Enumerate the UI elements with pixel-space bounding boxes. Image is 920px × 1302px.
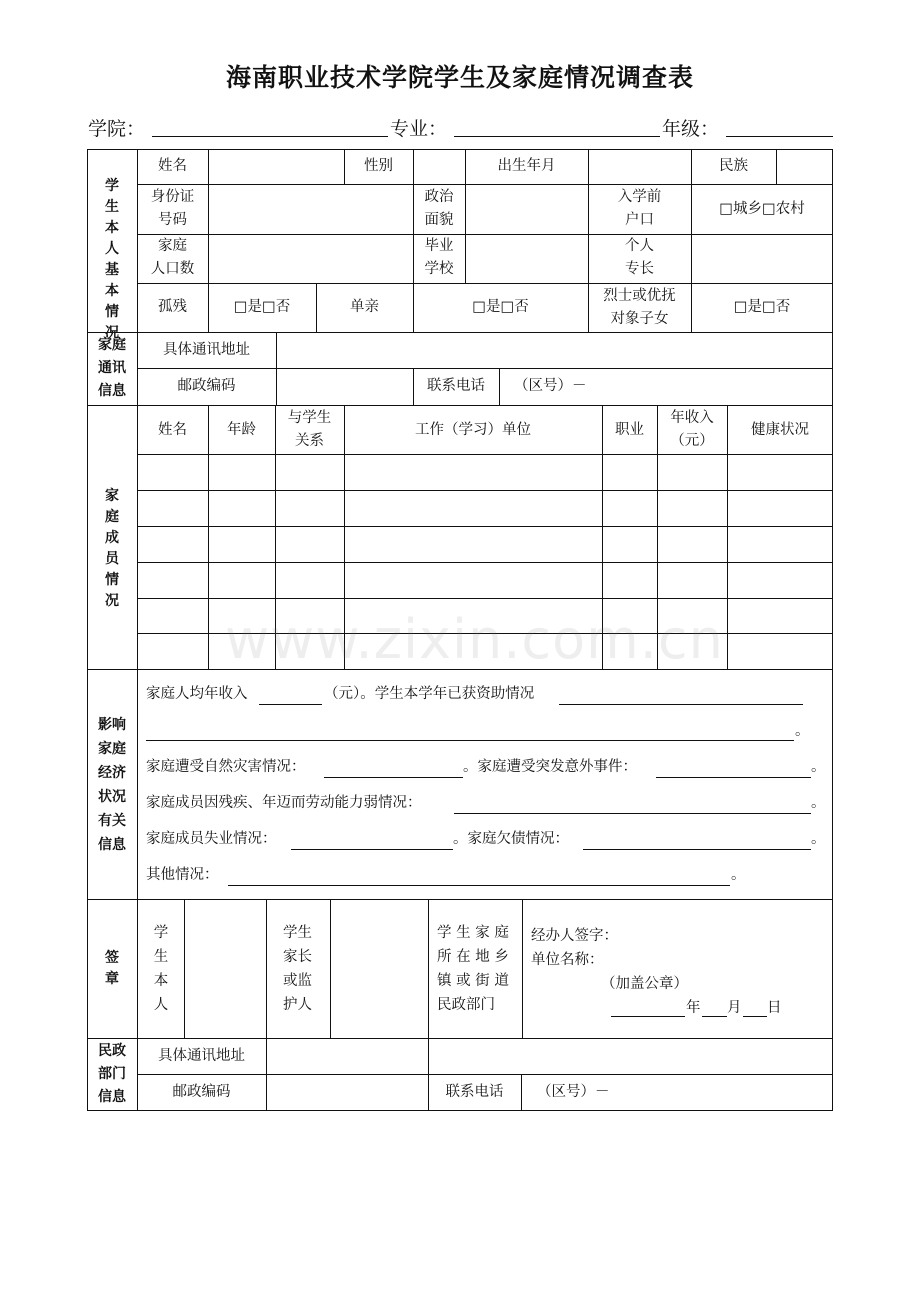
- orphan-label: 孤残: [158, 299, 187, 315]
- period: 。: [731, 867, 746, 883]
- orphan-options[interactable]: □是□否: [233, 299, 291, 315]
- id-label: 身份证 号码: [150, 189, 195, 228]
- phone-label: 联系电话: [427, 378, 485, 394]
- divider: [87, 1038, 833, 1039]
- grade-field[interactable]: [726, 136, 833, 137]
- page-title: 海南职业技术学院学生及家庭情况调查表: [225, 63, 694, 92]
- other-label: 其他情况：: [146, 867, 219, 883]
- accident-field[interactable]: [656, 777, 811, 778]
- student-sign-label: 学生本人: [153, 925, 169, 1013]
- day-field[interactable]: [743, 1016, 767, 1017]
- civil-phone-label: 联系电话: [445, 1084, 504, 1100]
- divider: [137, 598, 833, 599]
- single-options[interactable]: □是□否: [472, 299, 529, 315]
- seal-label: （加盖公章）: [601, 976, 688, 992]
- accident-label: 。家庭遭受突发意外事件：: [463, 759, 637, 775]
- aid-status-field-cont[interactable]: [146, 740, 794, 741]
- col-header-job: 职业: [615, 422, 644, 438]
- divider: [137, 490, 833, 491]
- civil-postcode-label: 邮政编码: [172, 1084, 231, 1100]
- other-field[interactable]: [228, 885, 730, 886]
- period: 。: [811, 795, 826, 811]
- col-header-relation: 与学生 关系: [287, 410, 332, 449]
- year-field[interactable]: [611, 1016, 685, 1017]
- divider: [208, 405, 209, 669]
- divider: [87, 332, 833, 333]
- disability-field[interactable]: [454, 813, 811, 814]
- area-code-field[interactable]: （区号）－: [514, 378, 587, 394]
- martyr-options[interactable]: □是□否: [733, 299, 791, 315]
- col-header-age: 年龄: [227, 422, 256, 438]
- parent-sign-label: 学生 家长 或监 护人: [283, 925, 312, 1013]
- aid-status-label: （元）。学生本学年已获资助情况: [324, 686, 535, 702]
- per-capita-income-field[interactable]: [259, 704, 322, 705]
- student-sign-field[interactable]: [185, 900, 265, 1037]
- name-label: 姓名: [158, 158, 187, 174]
- parent-sign-field[interactable]: [331, 900, 427, 1037]
- per-capita-income-label: 家庭人均年收入: [146, 686, 248, 702]
- period: 。: [811, 759, 826, 775]
- college-field[interactable]: [152, 136, 388, 137]
- watermark: www.zixin.com.cn: [225, 608, 724, 671]
- civil-area-code-field[interactable]: （区号）－: [537, 1084, 610, 1100]
- school-label: 毕业 学校: [424, 238, 454, 277]
- debt-label: 。家庭欠债情况：: [453, 831, 569, 847]
- period: 。: [795, 723, 810, 739]
- divider: [87, 669, 833, 670]
- divider: [276, 332, 277, 405]
- header-info-line: [88, 112, 833, 142]
- divider: [137, 1074, 833, 1075]
- section-label-civil: 民政部门信息: [98, 1043, 126, 1105]
- divider: [499, 368, 500, 405]
- agent-sign-label: 经办人签字：: [531, 928, 618, 944]
- divider: [776, 149, 777, 184]
- hukou-label: 入学前 户口: [617, 189, 662, 228]
- postcode-label: 邮政编码: [177, 378, 236, 394]
- debt-field[interactable]: [583, 849, 811, 850]
- divider: [137, 562, 833, 563]
- natural-disaster-field[interactable]: [324, 777, 463, 778]
- divider: [137, 184, 833, 185]
- col-header-name: 姓名: [158, 422, 187, 438]
- divider: [521, 1074, 522, 1111]
- divider: [602, 405, 603, 669]
- skill-label: 个人 专长: [625, 238, 654, 277]
- college-label: 学院：: [88, 118, 146, 140]
- section-label-members: 家庭成员情况: [105, 488, 119, 609]
- unit-name-label: 单位名称：: [531, 952, 604, 968]
- civil-address-label: 具体通讯地址: [158, 1048, 245, 1064]
- divider: [137, 526, 833, 527]
- single-label: 单亲: [350, 299, 379, 315]
- col-header-income: 年收入 （元）: [670, 410, 714, 449]
- divider: [727, 405, 728, 669]
- col-header-work: 工作（学习）单位: [415, 422, 531, 438]
- divider: [344, 405, 345, 669]
- major-field[interactable]: [454, 136, 660, 137]
- divider: [137, 454, 833, 455]
- disability-label: 家庭成员因残疾、年迈而劳动能力弱情况：: [146, 795, 422, 811]
- unemployment-label: 家庭成员失业情况：: [146, 831, 277, 847]
- section-label-signature: 签章: [105, 950, 119, 987]
- section-label-student: 学生本人基本情况: [105, 178, 119, 341]
- political-label: 政治 面貌: [424, 189, 454, 228]
- ethnicity-label: 民族: [719, 158, 748, 174]
- divider: [266, 899, 267, 1111]
- aid-status-field[interactable]: [559, 704, 803, 705]
- divider: [522, 899, 523, 1038]
- divider: [137, 234, 833, 235]
- section-label-contact: 家庭通讯信息: [98, 337, 126, 399]
- divider: [208, 149, 209, 283]
- hukou-options[interactable]: □城乡□农村: [719, 201, 805, 217]
- period: 。: [811, 831, 826, 847]
- divider: [428, 899, 429, 1111]
- natural-disaster-label: 家庭遭受自然灾害情况：: [146, 759, 306, 775]
- day-label: 日: [767, 1000, 782, 1016]
- month-label: 月: [727, 1000, 742, 1016]
- gender-label: 性别: [364, 158, 393, 174]
- martyr-label: 烈士或优抚 对象子女: [603, 288, 676, 327]
- birth-label: 出生年月: [497, 158, 556, 174]
- divider: [137, 633, 833, 634]
- section-label-economic: 影响家庭经济状况有关信息: [98, 717, 126, 853]
- divider: [137, 283, 833, 284]
- grade-label: 年级：: [662, 118, 720, 140]
- divider: [137, 368, 833, 369]
- address-label: 具体通讯地址: [163, 342, 250, 358]
- family-pop-label: 家庭 人口数: [150, 238, 195, 277]
- civil-dept-label: 学 生 家 庭 所 在 地 乡 镇 或 街 道 民政部门: [437, 925, 509, 1013]
- month-field[interactable]: [702, 1016, 727, 1017]
- major-label: 专业：: [390, 118, 448, 140]
- unemployment-field[interactable]: [291, 849, 453, 850]
- year-label: 年: [686, 1000, 701, 1016]
- divider: [87, 405, 833, 406]
- col-header-health: 健康状况: [751, 422, 809, 438]
